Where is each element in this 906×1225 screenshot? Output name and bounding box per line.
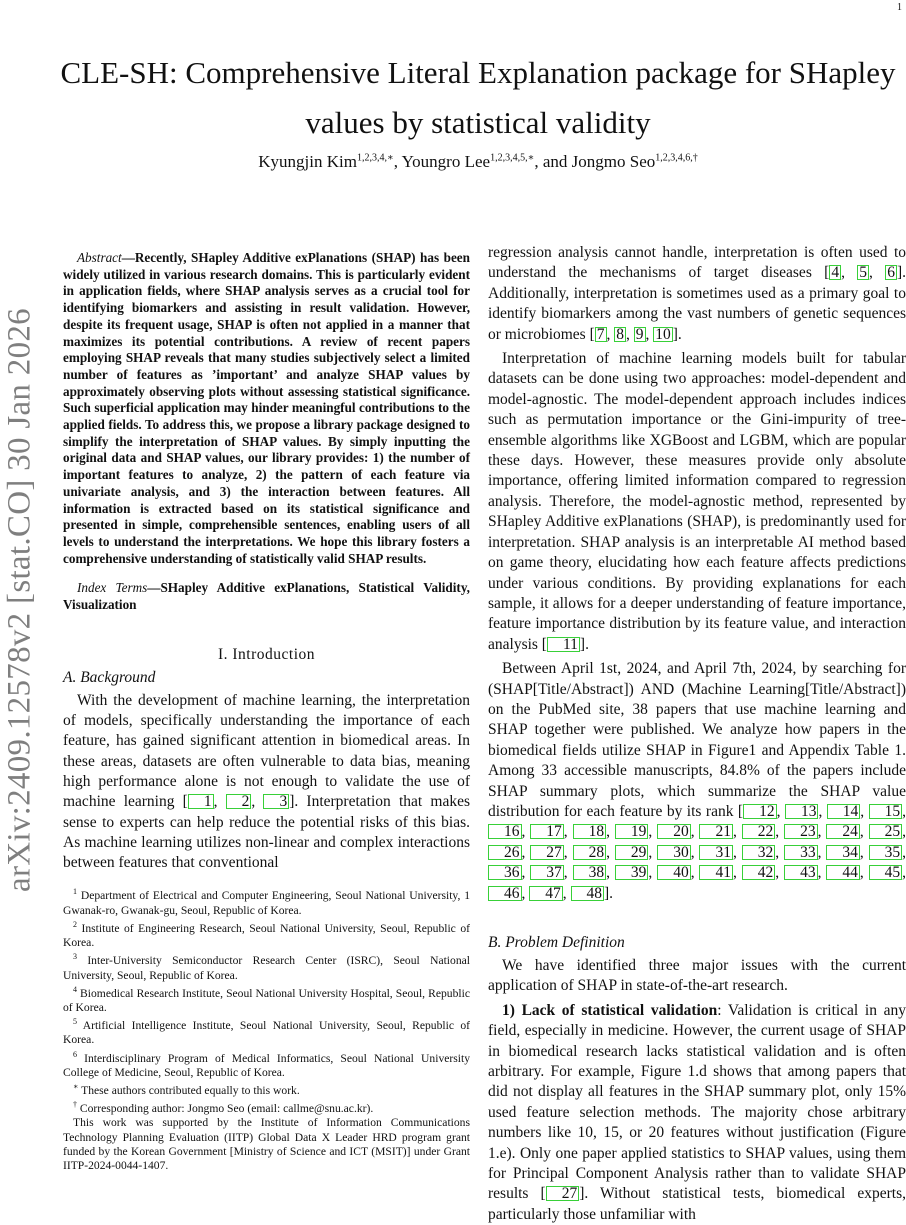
paragraph-issues-intro: We have identified three major issues with the current application of SHAP in state-of-the-art research. xyxy=(488,957,906,995)
citation-link[interactable]: 23 xyxy=(784,824,818,839)
footnote xyxy=(63,1048,470,1080)
footnotes xyxy=(63,885,470,1173)
footnote-text: Interdisciplinary Program of Medical Informatics, Seoul National University College of Medicine, Seoul, Republic of Korea. xyxy=(63,1051,470,1079)
index-terms-label: Index Terms xyxy=(77,580,148,596)
footnote-text: Inter-University Semiconductor Research Center (ISRC), Seoul National University, Seoul, Republic of Korea. xyxy=(63,954,470,982)
funding-note: This work was supported by the Institute of Information Communications Technology Planning Evaluation (IITP) Global Data X Leader HRD program grant funded by the Korean Government [Ministry of Science and ICT (MSIT)] under Grant IITP-2024-0044-1407. xyxy=(63,1116,470,1173)
citation-link[interactable]: 17 xyxy=(530,824,564,839)
citation-link[interactable]: 26 xyxy=(488,845,522,860)
citation-link[interactable]: 34 xyxy=(826,845,860,860)
author-affiliation-marks: 1,2,3,4,6,† xyxy=(655,152,698,164)
footnote-text: These authors contributed equally to this work. xyxy=(78,1084,300,1098)
footnote xyxy=(63,1015,470,1047)
citation-link[interactable]: 31 xyxy=(699,845,733,860)
citation-link[interactable]: 15 xyxy=(869,804,903,819)
citation-link[interactable]: 16 xyxy=(488,824,522,839)
citation-link[interactable]: 28 xyxy=(573,845,607,860)
citation-link[interactable]: 7 xyxy=(596,325,605,343)
subsection-heading-problem-definition: B. Problem Definition xyxy=(488,934,625,951)
footnote-mark: 3 xyxy=(73,952,77,962)
paragraph-text: ]. xyxy=(672,325,682,343)
index-terms-text: —SHapley Additive exPlanations, Statistical Validity, Visualization xyxy=(63,580,470,613)
citation-link[interactable]: 35 xyxy=(869,845,903,860)
footnote-text: Biomedical Research Institute, Seoul National University Hospital, Seoul, Republic of Korea. xyxy=(63,986,470,1014)
author-affiliation-marks: 1,2,3,4,∗ xyxy=(356,152,394,164)
citation-link[interactable]: 21 xyxy=(699,824,733,839)
footnote-mark: † xyxy=(73,1100,77,1110)
paragraph-pubmed-survey xyxy=(488,659,906,904)
citation-link[interactable]: 43 xyxy=(784,865,818,880)
index-terms xyxy=(63,580,470,613)
citation-link[interactable]: 6 xyxy=(887,264,895,282)
citation-link[interactable]: 20 xyxy=(657,824,691,839)
footnote xyxy=(63,983,470,1015)
citation-link[interactable]: 38 xyxy=(573,865,607,880)
author-affiliation-marks: 1,2,3,4,5,∗ xyxy=(490,152,535,164)
footnote-text: Corresponding author: Jongmo Seo (email: callme@snu.ac.kr). xyxy=(77,1102,374,1116)
citation-separator: , xyxy=(606,325,615,343)
paragraph-text: ]. Interpretation that makes sense to experts can help reduce the potential risks of this bias. As machine learning utilizes non-linear and complex interactions between features that conventional xyxy=(63,793,470,872)
citation-link[interactable]: 42 xyxy=(742,865,776,880)
paragraph-statistical-validation xyxy=(488,1001,906,1225)
footnote-mark: 5 xyxy=(73,1017,77,1027)
footnote xyxy=(63,918,470,950)
citation-separator: , xyxy=(645,325,654,343)
citation-link[interactable]: 22 xyxy=(742,824,776,839)
arxiv-identifier xyxy=(0,0,40,1200)
citation-link[interactable]: 25 xyxy=(869,824,903,839)
author-line: Kyungjin Kim$^{1,2,3,4,∗}$, Youngro Lee$^{1,2,3,4,5,∗}$, and Jongmo Seo$^{1,2,3,4,6,\dagger}$ xyxy=(258,152,698,171)
citation-link[interactable]: 33 xyxy=(784,845,818,860)
citation-link[interactable]: 40 xyxy=(657,865,691,880)
footnote-mark: 6 xyxy=(73,1049,77,1059)
citation-link[interactable]: 27 xyxy=(546,1186,580,1201)
citation-separator: , xyxy=(626,325,634,343)
paragraph-interpretation-approaches xyxy=(488,349,906,655)
paragraph-text: Interpretation of machine learning models built for tabular datasets can be done using two approaches: model-dependent and model-agnostic. The model-dependent approach includes indices such as permutation importance or the Gini-impurity of tree-ensemble algorithms like XGBoost and LGBM, which are popular these days. However, these measures provide only absolute importance, offering limited information compared to regression analysis. Therefore, the model-agnostic method, represented by SHapley Additive exPlanations (SHAP), is predominantly used for interpretation. SHAP analysis is an interpretable AI method based on game theory, elucidating how each feature affects predictions under various conditions. By providing explanations for each sample, it allows for a deeper understanding of feature importance, feature importance distribution by its feature value, and interaction analysis [ xyxy=(488,350,906,653)
citation-link[interactable]: 36 xyxy=(488,865,522,880)
citation-link[interactable]: 45 xyxy=(869,865,903,880)
citation-link[interactable]: 9 xyxy=(635,325,644,343)
citation-link[interactable]: 24 xyxy=(826,824,860,839)
citation-link[interactable]: 48 xyxy=(571,886,605,901)
section-heading-introduction: I. Introduction xyxy=(217,645,316,663)
footnote-mark: 1 xyxy=(73,887,77,897)
footnote-text: Department of Electrical and Computer Engineering, Seoul National University, 1 Gwanak-ro, Gwanak-gu, Seoul, Republic of Korea. xyxy=(63,889,470,917)
footnote xyxy=(63,1098,470,1116)
paragraph-text: ]. xyxy=(604,884,614,902)
footnote-mark: 2 xyxy=(73,919,77,929)
footnote xyxy=(63,950,470,982)
citation-link[interactable]: 5 xyxy=(859,264,868,282)
author-name: Youngro Lee xyxy=(401,152,491,171)
footnote xyxy=(63,1080,470,1098)
issue-label: 1) Lack of statistical validation xyxy=(502,1001,718,1019)
citation-link[interactable]: 30 xyxy=(657,845,691,860)
paragraph-text: ]. Additionally, interpretation is sometimes used as a primary goal to identify biomarkers among the vast numbers of genetic sequences or microbiomes [ xyxy=(488,264,906,343)
footnote-mark: ∗ xyxy=(73,1082,79,1092)
author-name: Kyungjin Kim xyxy=(258,152,357,171)
left-column xyxy=(63,250,470,1174)
citation-list: 12 , 13 , 14 , 15 , 16 , 17 , 18 , 19 , 20 , 21 , 22 , 23 , 24 , 25 , 26 , 27 , 28 , 29 , 30 , 31 , 32 , 33 , 34 , 35 , 36 , 37 , 38 , 39 , 40 , 41 , 42 , 43 , 44 , 45 , 46 , 47 , 48 xyxy=(488,803,906,902)
arxiv-id-text: arXiv:2409.12578v2 [stat.CO] 30 Jan 2026 xyxy=(1,308,38,892)
citation-link[interactable]: 13 xyxy=(785,804,819,819)
abstract xyxy=(63,250,470,567)
background-paragraph xyxy=(63,691,470,874)
page-number: 1 xyxy=(897,2,902,13)
paper-title: CLE-SH: Comprehensive Literal Explanation package for SHapley values by statistical validity xyxy=(60,55,896,140)
citation-separator: , xyxy=(213,793,226,811)
paragraph-text: regression analysis cannot handle, interpretation is often used to understand the mechanisms of target diseases [ xyxy=(488,244,906,282)
citation-link[interactable]: 29 xyxy=(615,845,649,860)
citation-link[interactable]: 11 xyxy=(547,637,580,652)
abstract-label: Abstract xyxy=(77,250,122,265)
paragraph-continuation xyxy=(488,243,906,345)
citation-link[interactable]: 18 xyxy=(573,824,607,839)
citation-link[interactable]: 8 xyxy=(616,325,625,343)
citation-link[interactable]: 41 xyxy=(699,865,733,880)
citation-link[interactable]: 2 xyxy=(226,794,252,809)
citation-link[interactable]: 1 xyxy=(188,794,214,809)
paragraph-text: Between April 1st, 2024, and April 7th, 2024, by searching for (SHAP[Title/Abstract]) AND (Machine Learning[Title/Abstract]) on the PubMed site, 38 papers that use machine learning and SHAP together were published. We analyze how papers in the biomedical fields utilize SHAP in Figure1 and Appendix Table 1. Among 33 accessible manuscripts, 84.8% of the papers include SHAP summary plots, which summarize the SHAP value distribution for each feature by its rank [ xyxy=(488,660,906,820)
citation-link[interactable]: 47 xyxy=(529,886,563,901)
abstract-text: —Recently, SHapley Additive exPlanations (SHAP) has been widely utilized in various research domains. This is particularly evident in application fields, where SHAP analysis serves as a crucial tool for identifying biomarkers and assisting in result validation. However, despite its frequent usage, SHAP is often not applied in a manner that maximizes its potential contributions. A review of recent papers employing SHAP reveals that many studies subjectively select a limited number of features as ’important’ and analyze SHAP values by approximately observing plots without assessing statistical significance. Such superficial application may hinder meaningful contributions to the applied fields. To address this, we propose a library package designed to simplify the interpretation of SHAP values. By simply inputting the original data and SHAP values, our library provides: 1) the number of important features to analyze, 2) the pattern of each feature via univariate analysis, and 3) the interaction between features. All information is extracted based on its statistical significance and presented in simple, comprehensible sentences, enabling users of all levels to understand the interpretations. We hope this library fosters a comprehensive understanding of statistically valid SHAP results. xyxy=(63,250,470,566)
footnote-text: Institute of Engineering Research, Seoul National University, Seoul, Republic of Korea. xyxy=(63,921,470,950)
subsection-heading-background: A. Background xyxy=(63,668,156,686)
citation-link[interactable]: 37 xyxy=(530,865,564,880)
citation-link[interactable]: 46 xyxy=(488,886,522,901)
citation-link[interactable]: 39 xyxy=(615,865,649,880)
citation-link[interactable]: 19 xyxy=(615,824,649,839)
paragraph-text: ]. Without statistical tests, biomedical experts, particularly those unfamiliar with xyxy=(488,1185,906,1223)
citation-separator: , xyxy=(869,264,886,282)
footnote xyxy=(63,885,470,917)
citation-link[interactable]: 32 xyxy=(742,845,776,860)
paragraph-text: ]. xyxy=(579,635,589,653)
right-column xyxy=(488,243,906,1225)
citation-link[interactable]: 4 xyxy=(831,264,840,282)
citation-link[interactable]: 44 xyxy=(826,865,860,880)
citation-link[interactable]: 12 xyxy=(743,804,777,819)
footnote-mark: 4 xyxy=(73,984,77,994)
citation-separator: , xyxy=(251,793,264,811)
paragraph-text: With the development of machine learning, the interpretation of models, specifically understanding the importance of each feature, has gained significant attention in biomedical areas. In these areas, datasets are often vulnerable to data bias, meaning high performance alone is not enough to validate the use of machine learning [ xyxy=(63,691,470,811)
citation-link[interactable]: 3 xyxy=(263,794,289,809)
paragraph-text: : Validation is critical in any field, especially in medicine. However, the current usage of SHAP in biomedical research lacks statistical validation and is often arbitrary. For example, Figure 1.d shows that among papers that did not display all features in the SHAP summary plot, only 15% used feature selection methods. The majority chose arbitrary numbers like 10, 15, or 20 features without justification (Figure 1.e). Only one paper applied statistics to SHAP values, using them for Principal Component Analysis rather than to validate SHAP results [ xyxy=(488,1001,906,1203)
citation-separator: , xyxy=(841,264,858,282)
citation-link[interactable]: 27 xyxy=(530,845,564,860)
citation-link[interactable]: 14 xyxy=(827,804,861,819)
footnote-text: Artificial Intelligence Institute, Seoul National University, Seoul, Republic of Korea. xyxy=(63,1019,470,1047)
author-name: Jongmo Seo xyxy=(571,152,656,171)
citation-link[interactable]: 10 xyxy=(655,325,671,343)
